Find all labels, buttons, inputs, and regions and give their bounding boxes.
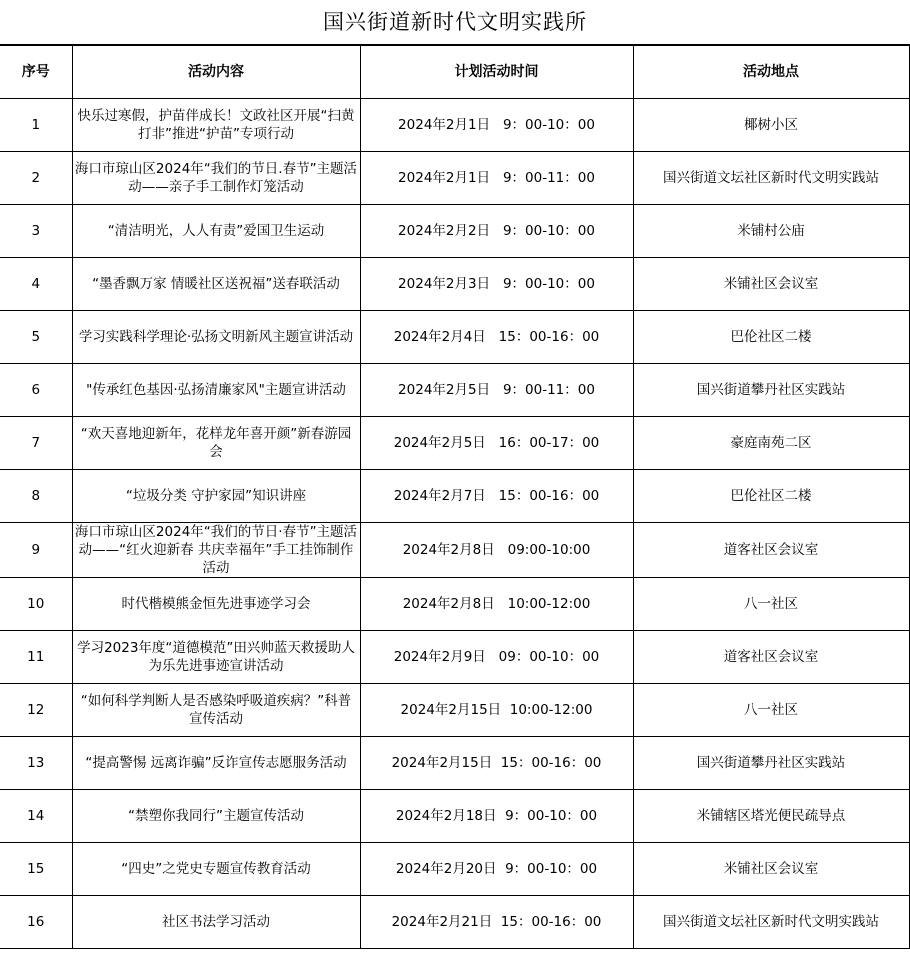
table-row xyxy=(0,258,909,311)
cell-content: “如何科学判断人是否感染呼吸道疾病？”科普宣传活动 xyxy=(72,684,360,737)
cell-place: 米铺社区会议室 xyxy=(633,843,909,896)
cell-place: 国兴街道文坛社区新时代文明实践站 xyxy=(633,896,909,949)
cell-index: 7 xyxy=(0,417,72,470)
table-row xyxy=(0,311,909,364)
cell-time: 2024年2月4日 15：00-16：00 xyxy=(360,311,633,364)
cell-place: 国兴街道攀丹社区实践站 xyxy=(633,364,909,417)
cell-time: 2024年2月8日 10:00-12:00 xyxy=(360,578,633,631)
table-row xyxy=(0,684,909,737)
table-row xyxy=(0,896,909,949)
cell-index: 2 xyxy=(0,152,72,205)
cell-content: 学习2023年度“道德模范”田兴帅蓝天救援助人为乐先进事迹宣讲活动 xyxy=(72,631,360,684)
cell-time: 2024年2月1日 9：00-10：00 xyxy=(360,99,633,152)
cell-place: 国兴街道文坛社区新时代文明实践站 xyxy=(633,152,909,205)
cell-index: 3 xyxy=(0,205,72,258)
cell-place: 八一社区 xyxy=(633,684,909,737)
cell-index: 10 xyxy=(0,578,72,631)
table-row xyxy=(0,470,909,523)
cell-content: “提高警惕 远离诈骗”反诈宣传志愿服务活动 xyxy=(72,737,360,790)
cell-index: 14 xyxy=(0,790,72,843)
table-row xyxy=(0,843,909,896)
table-row xyxy=(0,152,909,205)
cell-content: 社区书法学习活动 xyxy=(72,896,360,949)
cell-content: "传承红色基因·弘扬清廉家风"主题宣讲活动 xyxy=(72,364,360,417)
cell-place: 巴伦社区二楼 xyxy=(633,311,909,364)
cell-time: 2024年2月3日 9：00-10：00 xyxy=(360,258,633,311)
cell-content: “欢天喜地迎新年，花样龙年喜开颜”新春游园会 xyxy=(72,417,360,470)
cell-index: 11 xyxy=(0,631,72,684)
cell-place: 道客社区会议室 xyxy=(633,631,909,684)
cell-place: 米铺社区会议室 xyxy=(633,258,909,311)
cell-time: 2024年2月21日 15：00-16：00 xyxy=(360,896,633,949)
cell-place: 米铺辖区塔光便民疏导点 xyxy=(633,790,909,843)
cell-place: 椰树小区 xyxy=(633,99,909,152)
cell-content: “墨香飘万家 情暖社区送祝福”送春联活动 xyxy=(72,258,360,311)
cell-index: 9 xyxy=(0,523,72,578)
table-row xyxy=(0,737,909,790)
cell-content: “垃圾分类 守护家园”知识讲座 xyxy=(72,470,360,523)
cell-time: 2024年2月15日 10:00-12:00 xyxy=(360,684,633,737)
cell-index: 6 xyxy=(0,364,72,417)
cell-place: 道客社区会议室 xyxy=(633,523,909,578)
table-row xyxy=(0,631,909,684)
activity-schedule-table xyxy=(0,45,910,949)
header-content: 活动内容 xyxy=(72,46,360,99)
cell-content: 快乐过寒假，护苗伴成长！文政社区开展“扫黄打非”推进“护苗”专项行动 xyxy=(72,99,360,152)
cell-index: 8 xyxy=(0,470,72,523)
cell-index: 13 xyxy=(0,737,72,790)
cell-time: 2024年2月7日 15：00-16：00 xyxy=(360,470,633,523)
document-title: 国兴街道新时代文明实践所 xyxy=(0,0,910,45)
header-index: 序号 xyxy=(0,46,72,99)
cell-index: 1 xyxy=(0,99,72,152)
table-row xyxy=(0,205,909,258)
cell-place: 八一社区 xyxy=(633,578,909,631)
table-row xyxy=(0,523,909,578)
cell-content: 时代楷模熊金恒先进事迹学习会 xyxy=(72,578,360,631)
cell-time: 2024年2月5日 16：00-17：00 xyxy=(360,417,633,470)
cell-time: 2024年2月8日 09:00-10:00 xyxy=(360,523,633,578)
table-row xyxy=(0,790,909,843)
cell-time: 2024年2月20日 9：00-10：00 xyxy=(360,843,633,896)
cell-place: 国兴街道攀丹社区实践站 xyxy=(633,737,909,790)
cell-index: 15 xyxy=(0,843,72,896)
cell-index: 12 xyxy=(0,684,72,737)
cell-content: “禁塑你我同行”主题宣传活动 xyxy=(72,790,360,843)
cell-content: “四史”之党史专题宣传教育活动 xyxy=(72,843,360,896)
table-row xyxy=(0,364,909,417)
header-time: 计划活动时间 xyxy=(360,46,633,99)
header-row xyxy=(0,46,909,99)
cell-content: 海口市琼山区2024年“我们的节日.春节”主题活动——亲子手工制作灯笼活动 xyxy=(72,152,360,205)
table-row xyxy=(0,417,909,470)
cell-place: 豪庭南苑二区 xyxy=(633,417,909,470)
cell-place: 米铺村公庙 xyxy=(633,205,909,258)
cell-index: 4 xyxy=(0,258,72,311)
cell-time: 2024年2月2日 9：00-10：00 xyxy=(360,205,633,258)
cell-time: 2024年2月1日 9：00-11：00 xyxy=(360,152,633,205)
table-row xyxy=(0,99,909,152)
cell-index: 16 xyxy=(0,896,72,949)
cell-time: 2024年2月18日 9：00-10：00 xyxy=(360,790,633,843)
header-place: 活动地点 xyxy=(633,46,909,99)
cell-content: “清洁明光，人人有责”爱国卫生运动 xyxy=(72,205,360,258)
cell-content: 海口市琼山区2024年“我们的节日·春节”主题活动——“红火迎新春 共庆幸福年”手工挂饰制作活动 xyxy=(72,523,360,578)
table-row xyxy=(0,578,909,631)
cell-content: 学习实践科学理论·弘扬文明新风主题宣讲活动 xyxy=(72,311,360,364)
cell-time: 2024年2月15日 15：00-16：00 xyxy=(360,737,633,790)
cell-time: 2024年2月9日 09：00-10：00 xyxy=(360,631,633,684)
cell-index: 5 xyxy=(0,311,72,364)
cell-place: 巴伦社区二楼 xyxy=(633,470,909,523)
cell-time: 2024年2月5日 9：00-11：00 xyxy=(360,364,633,417)
